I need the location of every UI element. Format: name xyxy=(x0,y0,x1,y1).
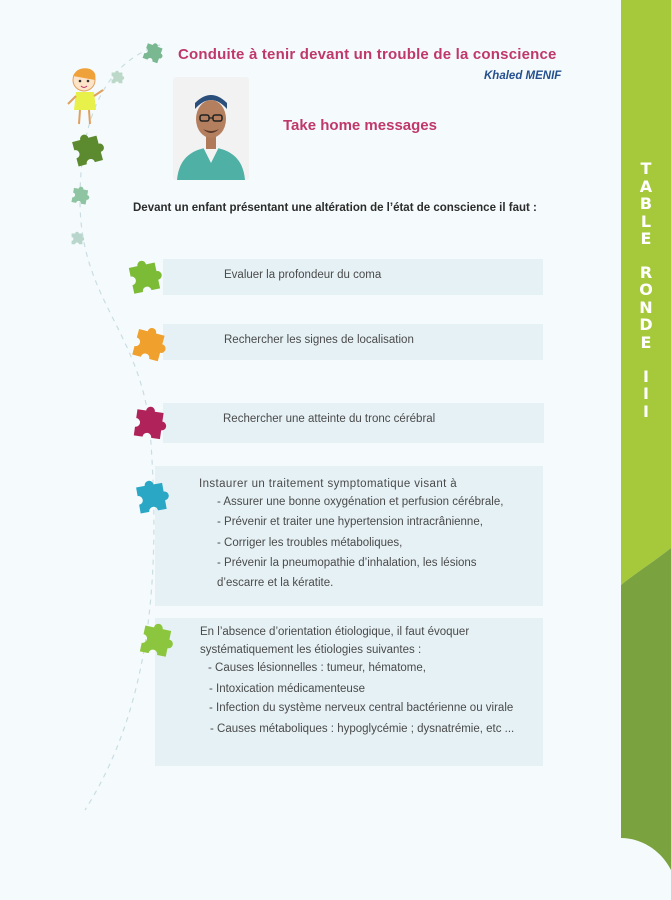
list-item: - Infection du système nerveux central bactérienne ou virale xyxy=(209,702,514,714)
step-text-1: Evaluer la profondeur du coma xyxy=(224,269,382,281)
step-heading-5-line2: systématiquement les étiologies suivantes : xyxy=(200,644,422,656)
list-item: - Intoxication médicamenteuse xyxy=(209,683,365,695)
list-item: - Causes métaboliques : hypoglycémie ; dysnatrémie, etc ... xyxy=(210,723,515,735)
take-home-heading: Take home messages xyxy=(283,117,437,134)
step-heading-4: Instaurer un traitement symptomatique visant à xyxy=(199,478,458,490)
puzzle-orange-icon xyxy=(126,321,172,365)
child-illustration-icon xyxy=(66,66,106,128)
author-photo xyxy=(173,77,249,180)
puzzle-magenta-icon xyxy=(126,400,172,444)
puzzle-green-small-icon xyxy=(140,38,166,66)
puzzle-faint-icon xyxy=(68,228,86,248)
puzzle-lightgreen-icon xyxy=(68,182,92,208)
puzzle-green-icon xyxy=(121,254,167,298)
list-item: - Corriger les troubles métaboliques, xyxy=(217,537,403,549)
side-tab xyxy=(621,0,671,870)
puzzle-darkgreen-icon xyxy=(66,126,108,172)
list-item: - Prévenir et traiter une hypertension intracrânienne, xyxy=(217,516,483,528)
list-item: - Prévenir la pneumopathie d’inhalation, les lésions xyxy=(217,557,477,569)
intro-text: Devant un enfant présentant une altération de l’état de conscience il faut : xyxy=(133,202,537,214)
puzzle-teal-icon xyxy=(128,474,174,518)
puzzle-pale-icon xyxy=(108,68,126,86)
step-heading-5-line1: En l’absence d’orientation étiologique, il faut évoquer xyxy=(200,626,470,638)
list-item: - Assurer une bonne oxygénation et perfusion cérébrale, xyxy=(217,496,504,508)
step-text-3: Rechercher une atteinte du tronc cérébral xyxy=(223,413,436,425)
step-text-2: Rechercher les signes de localisation xyxy=(224,334,414,346)
list-item: d’escarre et la kératite. xyxy=(217,577,334,589)
page-title: Conduite à tenir devant un trouble de la conscience xyxy=(178,46,557,63)
list-item: - Causes lésionnelles : tumeur, hématome, xyxy=(208,662,426,674)
puzzle-lime-icon xyxy=(133,617,179,661)
author-name: Khaled MENIF xyxy=(484,70,562,82)
side-tab-label: T A B L E R O N D E I I I xyxy=(639,159,653,421)
